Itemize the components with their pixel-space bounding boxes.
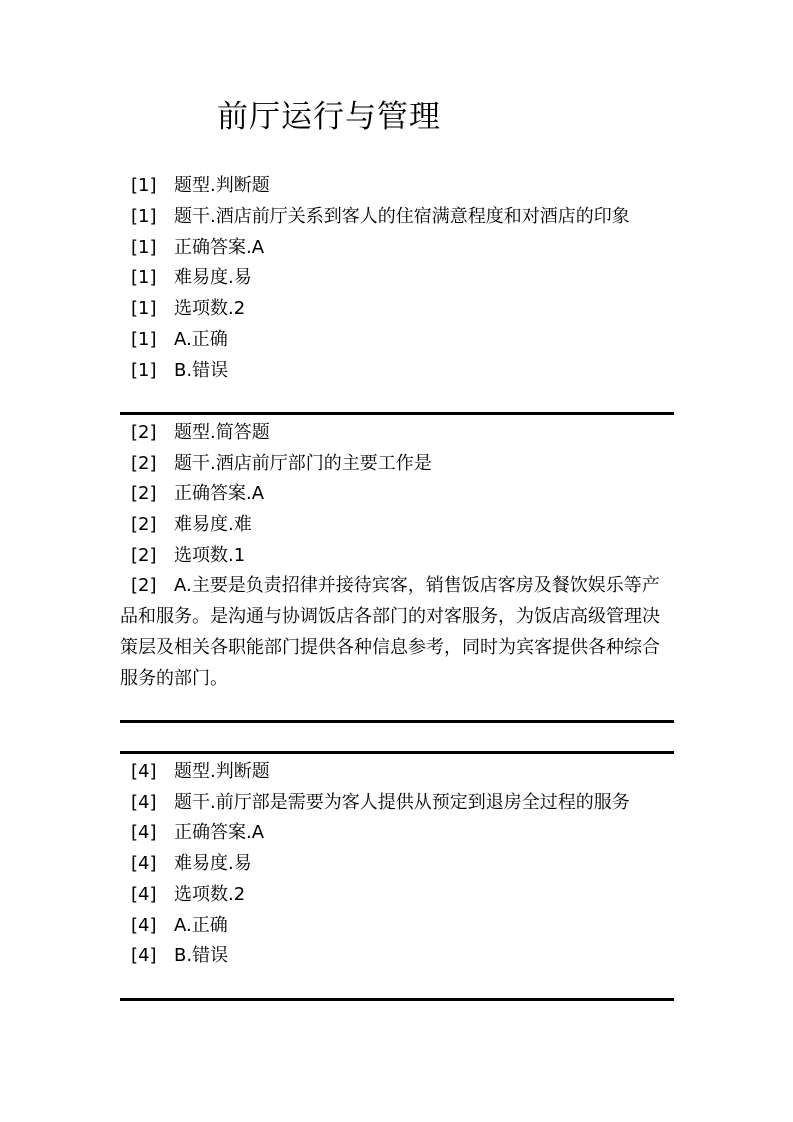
q4-number: [4] bbox=[131, 884, 157, 905]
q1-answer: 正确答案.A bbox=[174, 237, 265, 258]
q1-stem-line bbox=[131, 205, 630, 229]
q1-option-count-line bbox=[131, 297, 245, 321]
q4-answer: 正确答案.A bbox=[174, 822, 265, 843]
q4-difficulty: 难易度.易 bbox=[174, 853, 252, 874]
q1-number: [1] bbox=[131, 360, 157, 381]
q4-option-a: A.正确 bbox=[174, 915, 228, 936]
q1-number: [1] bbox=[131, 298, 157, 319]
q1-number: [1] bbox=[131, 237, 157, 258]
q1-option-b-line bbox=[131, 359, 228, 383]
q4-number: [4] bbox=[131, 915, 157, 936]
q2-difficulty-line bbox=[131, 513, 252, 537]
q2-number: [2] bbox=[131, 453, 157, 474]
q2-option-a: A.主要是负责招律并接待宾客，销售饭店客房及餐饮娱乐等产品和服务。是沟通与协调饭店各部门的对客服务，为饭店高级管理决策层及相关各职能部门提供各种信息参考，同时为宾客提供各种综合服务的部门。 bbox=[120, 575, 660, 689]
q1-option-b: B.错误 bbox=[174, 360, 229, 381]
q4-option-b: B.错误 bbox=[174, 945, 229, 966]
divider bbox=[120, 751, 674, 754]
q4-number: [4] bbox=[131, 822, 157, 843]
q4-number: [4] bbox=[131, 853, 157, 874]
q2-option-count: 选项数.1 bbox=[174, 545, 246, 566]
q1-type-line bbox=[131, 174, 270, 198]
q2-stem: 题干.酒店前厅部门的主要工作是 bbox=[174, 453, 432, 474]
q1-type: 题型.判断题 bbox=[174, 175, 270, 196]
q2-number: [2] bbox=[131, 545, 157, 566]
q4-stem-line bbox=[131, 791, 630, 815]
q2-answer-line bbox=[131, 482, 264, 506]
q1-difficulty-line bbox=[131, 266, 252, 290]
q1-number: [1] bbox=[131, 206, 157, 227]
q4-number: [4] bbox=[131, 945, 157, 966]
q4-option-count-line bbox=[131, 883, 245, 907]
q2-number: [2] bbox=[131, 422, 157, 443]
q2-answer: 正确答案.A bbox=[174, 483, 265, 504]
q2-number: [2] bbox=[131, 514, 157, 535]
q4-option-a-line bbox=[131, 914, 228, 938]
q4-number: [4] bbox=[131, 761, 157, 782]
q4-option-count: 选项数.2 bbox=[174, 884, 246, 905]
q4-answer-line bbox=[131, 821, 264, 845]
divider bbox=[120, 412, 674, 415]
q2-type: 题型.简答题 bbox=[174, 422, 270, 443]
q1-option-a-line bbox=[131, 328, 228, 352]
q1-option-a: A.正确 bbox=[174, 329, 228, 350]
page-title: 前厅运行与管理 bbox=[217, 99, 441, 135]
q2-number: [2] bbox=[131, 575, 157, 596]
q2-stem-line bbox=[131, 452, 432, 476]
q2-number: [2] bbox=[131, 483, 157, 504]
q4-option-b-line bbox=[131, 944, 228, 968]
q4-difficulty-line bbox=[131, 852, 252, 876]
q1-stem: 题干.酒店前厅关系到客人的住宿满意程度和对酒店的印象 bbox=[174, 206, 630, 227]
q2-option-count-line bbox=[131, 544, 245, 568]
q4-type-line bbox=[131, 760, 270, 784]
q4-number: [4] bbox=[131, 792, 157, 813]
q4-stem: 题干.前厅部是需要为客人提供从预定到退房全过程的服务 bbox=[174, 792, 630, 813]
q1-number: [1] bbox=[131, 329, 157, 350]
q1-number: [1] bbox=[131, 267, 157, 288]
q1-difficulty: 难易度.易 bbox=[174, 267, 252, 288]
q2-type-line bbox=[131, 421, 270, 445]
q1-option-count: 选项数.2 bbox=[174, 298, 246, 319]
q1-number: [1] bbox=[131, 175, 157, 196]
q2-difficulty: 难易度.难 bbox=[174, 514, 252, 535]
divider bbox=[120, 998, 674, 1001]
q2-option-a-paragraph bbox=[120, 570, 670, 694]
q1-answer-line bbox=[131, 236, 264, 260]
q4-type: 题型.判断题 bbox=[174, 761, 270, 782]
divider bbox=[120, 720, 674, 723]
